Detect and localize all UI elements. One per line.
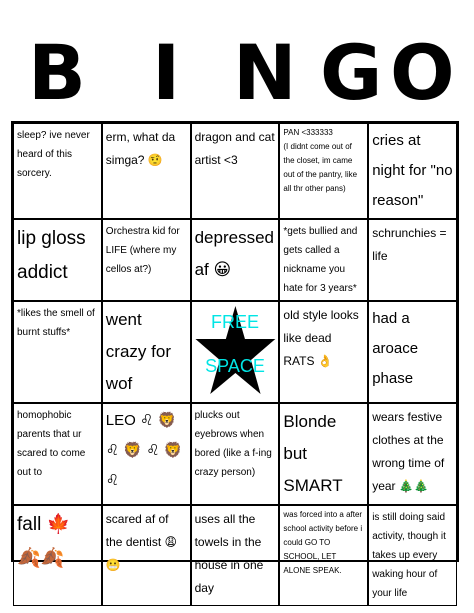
cell-text: was forced into a after school activity before i could GO TO SCHOOL, LET ALONE SPEAK. <box>283 510 365 575</box>
bingo-cell[interactable] <box>13 123 102 219</box>
cell-text: Blonde but SMART <box>283 412 343 495</box>
free-space-label: SPACE <box>205 356 265 376</box>
bingo-cell[interactable] <box>368 505 457 606</box>
cell-text: plucks out eyebrows when bored (like a f-ing crazy person) <box>194 410 275 478</box>
free-space-cell[interactable] <box>191 301 280 403</box>
cell-text: wears festive clothes at the wrong time of year 🎄🎄 <box>372 410 448 493</box>
bingo-cell[interactable] <box>368 219 457 301</box>
cell-text: *likes the smell of burnt stuffs* <box>17 308 98 338</box>
bingo-cell[interactable] <box>102 219 191 301</box>
bingo-cell[interactable] <box>102 301 191 403</box>
bingo-cell[interactable] <box>279 301 368 403</box>
cell-text: went crazy for wof <box>105 310 176 393</box>
bingo-cell[interactable] <box>102 123 191 219</box>
cell-text: old style looks like dead RATS 👌 <box>283 308 363 368</box>
bingo-cell[interactable] <box>13 505 102 606</box>
cell-text: homophobic parents that ur scared to come out to <box>17 410 89 478</box>
bingo-title <box>0 28 474 118</box>
cell-text: Orchestra kid for LIFE (where my cellos at?) <box>105 226 183 275</box>
cell-text: LEO ♌ 🦁 ♌ 🦁 ♌ 🦁 ♌ <box>105 412 187 489</box>
cell-text: is still doing said activity, though it takes up every waking hour of your life <box>372 512 449 599</box>
bingo-cell[interactable] <box>13 219 102 301</box>
bingo-cell[interactable] <box>191 219 280 301</box>
bingo-cell[interactable] <box>368 403 457 505</box>
cell-text: had a aroace phase <box>372 310 423 387</box>
bingo-cell[interactable] <box>102 505 191 606</box>
bingo-cell[interactable] <box>368 301 457 403</box>
title-letter: N <box>233 28 297 117</box>
bingo-cell[interactable] <box>102 403 191 505</box>
title-letter: G <box>320 28 383 117</box>
title-letter: O <box>390 28 455 117</box>
cell-text: erm, what da simga? 🤨 <box>105 130 179 167</box>
cell-text: schrunchies = life <box>372 226 450 263</box>
cell-text: dragon and cat artist <3 <box>194 130 278 167</box>
bingo-cell[interactable] <box>13 301 102 403</box>
free-space-label: FREE <box>210 312 259 332</box>
cell-text: cries at night for "no reason" <box>372 132 457 209</box>
cell-text: lip gloss addict <box>17 228 91 283</box>
bingo-cell[interactable] <box>279 219 368 301</box>
cell-text: depressed af 😀 <box>194 228 279 279</box>
bingo-cell[interactable] <box>191 403 280 505</box>
cell-text: scared af of the dentist 😩😬 <box>105 512 178 572</box>
cell-text: fall 🍁 🍂🍂 <box>17 514 76 569</box>
cell-text: PAN <333333 (I didnt come out of the closet, im came out of the pantry, like all thr other pans) <box>283 128 358 193</box>
bingo-cell[interactable] <box>191 505 280 606</box>
bingo-cell[interactable] <box>279 403 368 505</box>
bingo-cell[interactable] <box>279 505 368 606</box>
bingo-grid <box>11 121 459 599</box>
bingo-cell[interactable] <box>191 123 280 219</box>
title-letter: I <box>152 28 181 117</box>
title-letter: B <box>28 28 86 117</box>
bingo-cell[interactable] <box>13 403 102 505</box>
cell-text: uses all the towels in the house in one day <box>194 512 267 595</box>
bingo-cell[interactable] <box>279 123 368 219</box>
cell-text: *gets bullied and gets called a nickname you hate for 3 years* <box>283 226 361 294</box>
bingo-cell[interactable] <box>368 123 457 219</box>
cell-text: sleep? ive never heard of this sorcery. <box>17 130 93 179</box>
